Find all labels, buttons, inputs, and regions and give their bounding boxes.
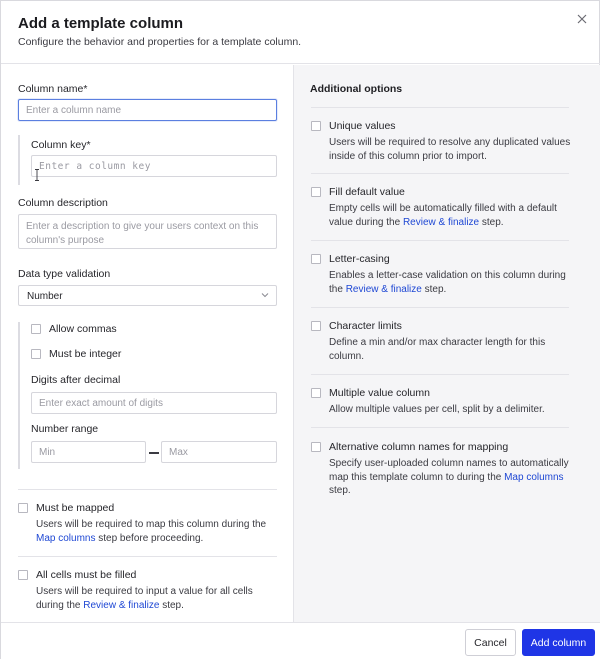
- alternative-names-label: Alternative column names for mapping: [329, 441, 509, 453]
- all-cells-filled-checkbox[interactable]: [18, 570, 28, 580]
- dialog-title: Add a template column: [18, 15, 184, 32]
- section-divider: [18, 556, 277, 557]
- letter-casing-checkbox[interactable]: [311, 254, 321, 264]
- all-cells-filled-description: [36, 585, 271, 612]
- column-key-input[interactable]: Enter a column key: [31, 155, 277, 177]
- fill-default-desc-text: Empty cells will be automatically filled with a default value during the: [329, 203, 557, 228]
- all-cells-filled-desc-end: step.: [159, 599, 184, 611]
- must-be-integer-checkbox[interactable]: [31, 349, 41, 359]
- unique-values-description: Users will be required to resolve any duplicated values inside of this column prior to import.: [329, 137, 571, 162]
- allow-commas-checkbox[interactable]: [31, 324, 41, 334]
- character-limits-label: Character limits: [329, 320, 402, 332]
- letter-casing-label: Letter-casing: [329, 253, 390, 265]
- additional-options-panel: [293, 65, 600, 622]
- letter-casing-desc-end: step.: [421, 283, 447, 295]
- option-divider: [311, 427, 569, 428]
- fill-default-desc-end: step.: [479, 216, 504, 228]
- number-options-indent-bar: [18, 322, 20, 469]
- character-limits-description: Define a min and/or max character length for this column.: [329, 337, 546, 362]
- review-finalize-link[interactable]: Review & finalize: [345, 283, 422, 295]
- cancel-button[interactable]: Cancel: [465, 629, 516, 656]
- data-type-label: Data type validation: [18, 268, 111, 280]
- review-finalize-link[interactable]: Review & finalize: [83, 599, 160, 611]
- column-description-label: Column description: [18, 197, 108, 209]
- fill-default-checkbox[interactable]: [311, 187, 321, 197]
- dialog-footer: [1, 622, 600, 659]
- option-divider: [311, 374, 569, 375]
- column-description-input[interactable]: Enter a description to give your users context on this column's purpose: [18, 214, 277, 249]
- multiple-value-label: Multiple value column: [329, 387, 430, 399]
- must-be-integer-label: Must be integer: [49, 348, 122, 360]
- column-name-label: Column name*: [18, 83, 88, 95]
- option-divider: [311, 173, 569, 174]
- character-limits-checkbox[interactable]: [311, 321, 321, 331]
- must-be-mapped-desc-end: step before proceeding.: [95, 532, 204, 544]
- all-cells-filled-desc-text: Users will be required to input a value for all cells during the: [36, 586, 253, 611]
- review-finalize-link[interactable]: Review & finalize: [402, 216, 480, 228]
- must-be-mapped-checkbox[interactable]: [18, 503, 28, 513]
- multiple-value-checkbox[interactable]: [311, 388, 321, 398]
- key-indent-bar: [18, 135, 20, 185]
- section-divider: [18, 489, 277, 490]
- map-columns-link[interactable]: Map columns: [504, 471, 564, 483]
- number-range-max-input[interactable]: Max: [161, 441, 277, 463]
- digits-after-decimal-label: Digits after decimal: [31, 374, 121, 386]
- data-type-select[interactable]: [18, 285, 277, 306]
- all-cells-filled-label: All cells must be filled: [36, 569, 137, 581]
- dialog-subtitle: Configure the behavior and properties for a template column.: [18, 36, 302, 48]
- must-be-mapped-label: Must be mapped: [36, 502, 115, 514]
- column-name-input[interactable]: Enter a column name: [18, 99, 277, 121]
- option-divider: [311, 240, 569, 241]
- fill-default-description: [329, 202, 579, 229]
- text-cursor-icon: [35, 169, 39, 181]
- digits-after-decimal-input[interactable]: Enter exact amount of digits: [31, 392, 277, 414]
- unique-values-checkbox[interactable]: [311, 121, 321, 131]
- additional-options-title: Additional options: [310, 83, 403, 95]
- alternative-names-description: [329, 457, 579, 498]
- letter-casing-description: [329, 269, 579, 296]
- option-divider: [311, 307, 569, 308]
- data-type-value: Number: [27, 291, 63, 302]
- unique-values-label: Unique values: [329, 120, 396, 132]
- dialog-header: [1, 1, 600, 64]
- left-form-panel: [1, 65, 293, 622]
- alternative-names-desc-text: Specify user-uploaded column names to automatically map this template column to during the: [329, 458, 569, 483]
- fill-default-label: Fill default value: [329, 186, 405, 198]
- must-be-mapped-description: [36, 518, 276, 545]
- must-be-mapped-desc-text: Users will be required to map this column during the: [36, 519, 267, 530]
- number-range-min-input[interactable]: Min: [31, 441, 146, 463]
- alternative-names-checkbox[interactable]: [311, 442, 321, 452]
- column-key-label: Column key*: [31, 139, 91, 151]
- allow-commas-label: Allow commas: [49, 323, 117, 335]
- map-columns-link[interactable]: Map columns: [36, 532, 96, 544]
- add-column-button[interactable]: Add column: [522, 629, 595, 656]
- multiple-value-description: Allow multiple values per cell, split by a delimiter.: [329, 404, 545, 415]
- range-dash: [149, 452, 159, 454]
- number-range-label: Number range: [31, 423, 99, 435]
- chevron-down-icon: [261, 291, 269, 299]
- letter-casing-desc-text: Enables a letter-case validation on this column during the: [329, 270, 566, 295]
- close-icon[interactable]: [574, 11, 590, 27]
- option-divider: [311, 107, 569, 108]
- alternative-names-desc-end: step.: [329, 485, 351, 496]
